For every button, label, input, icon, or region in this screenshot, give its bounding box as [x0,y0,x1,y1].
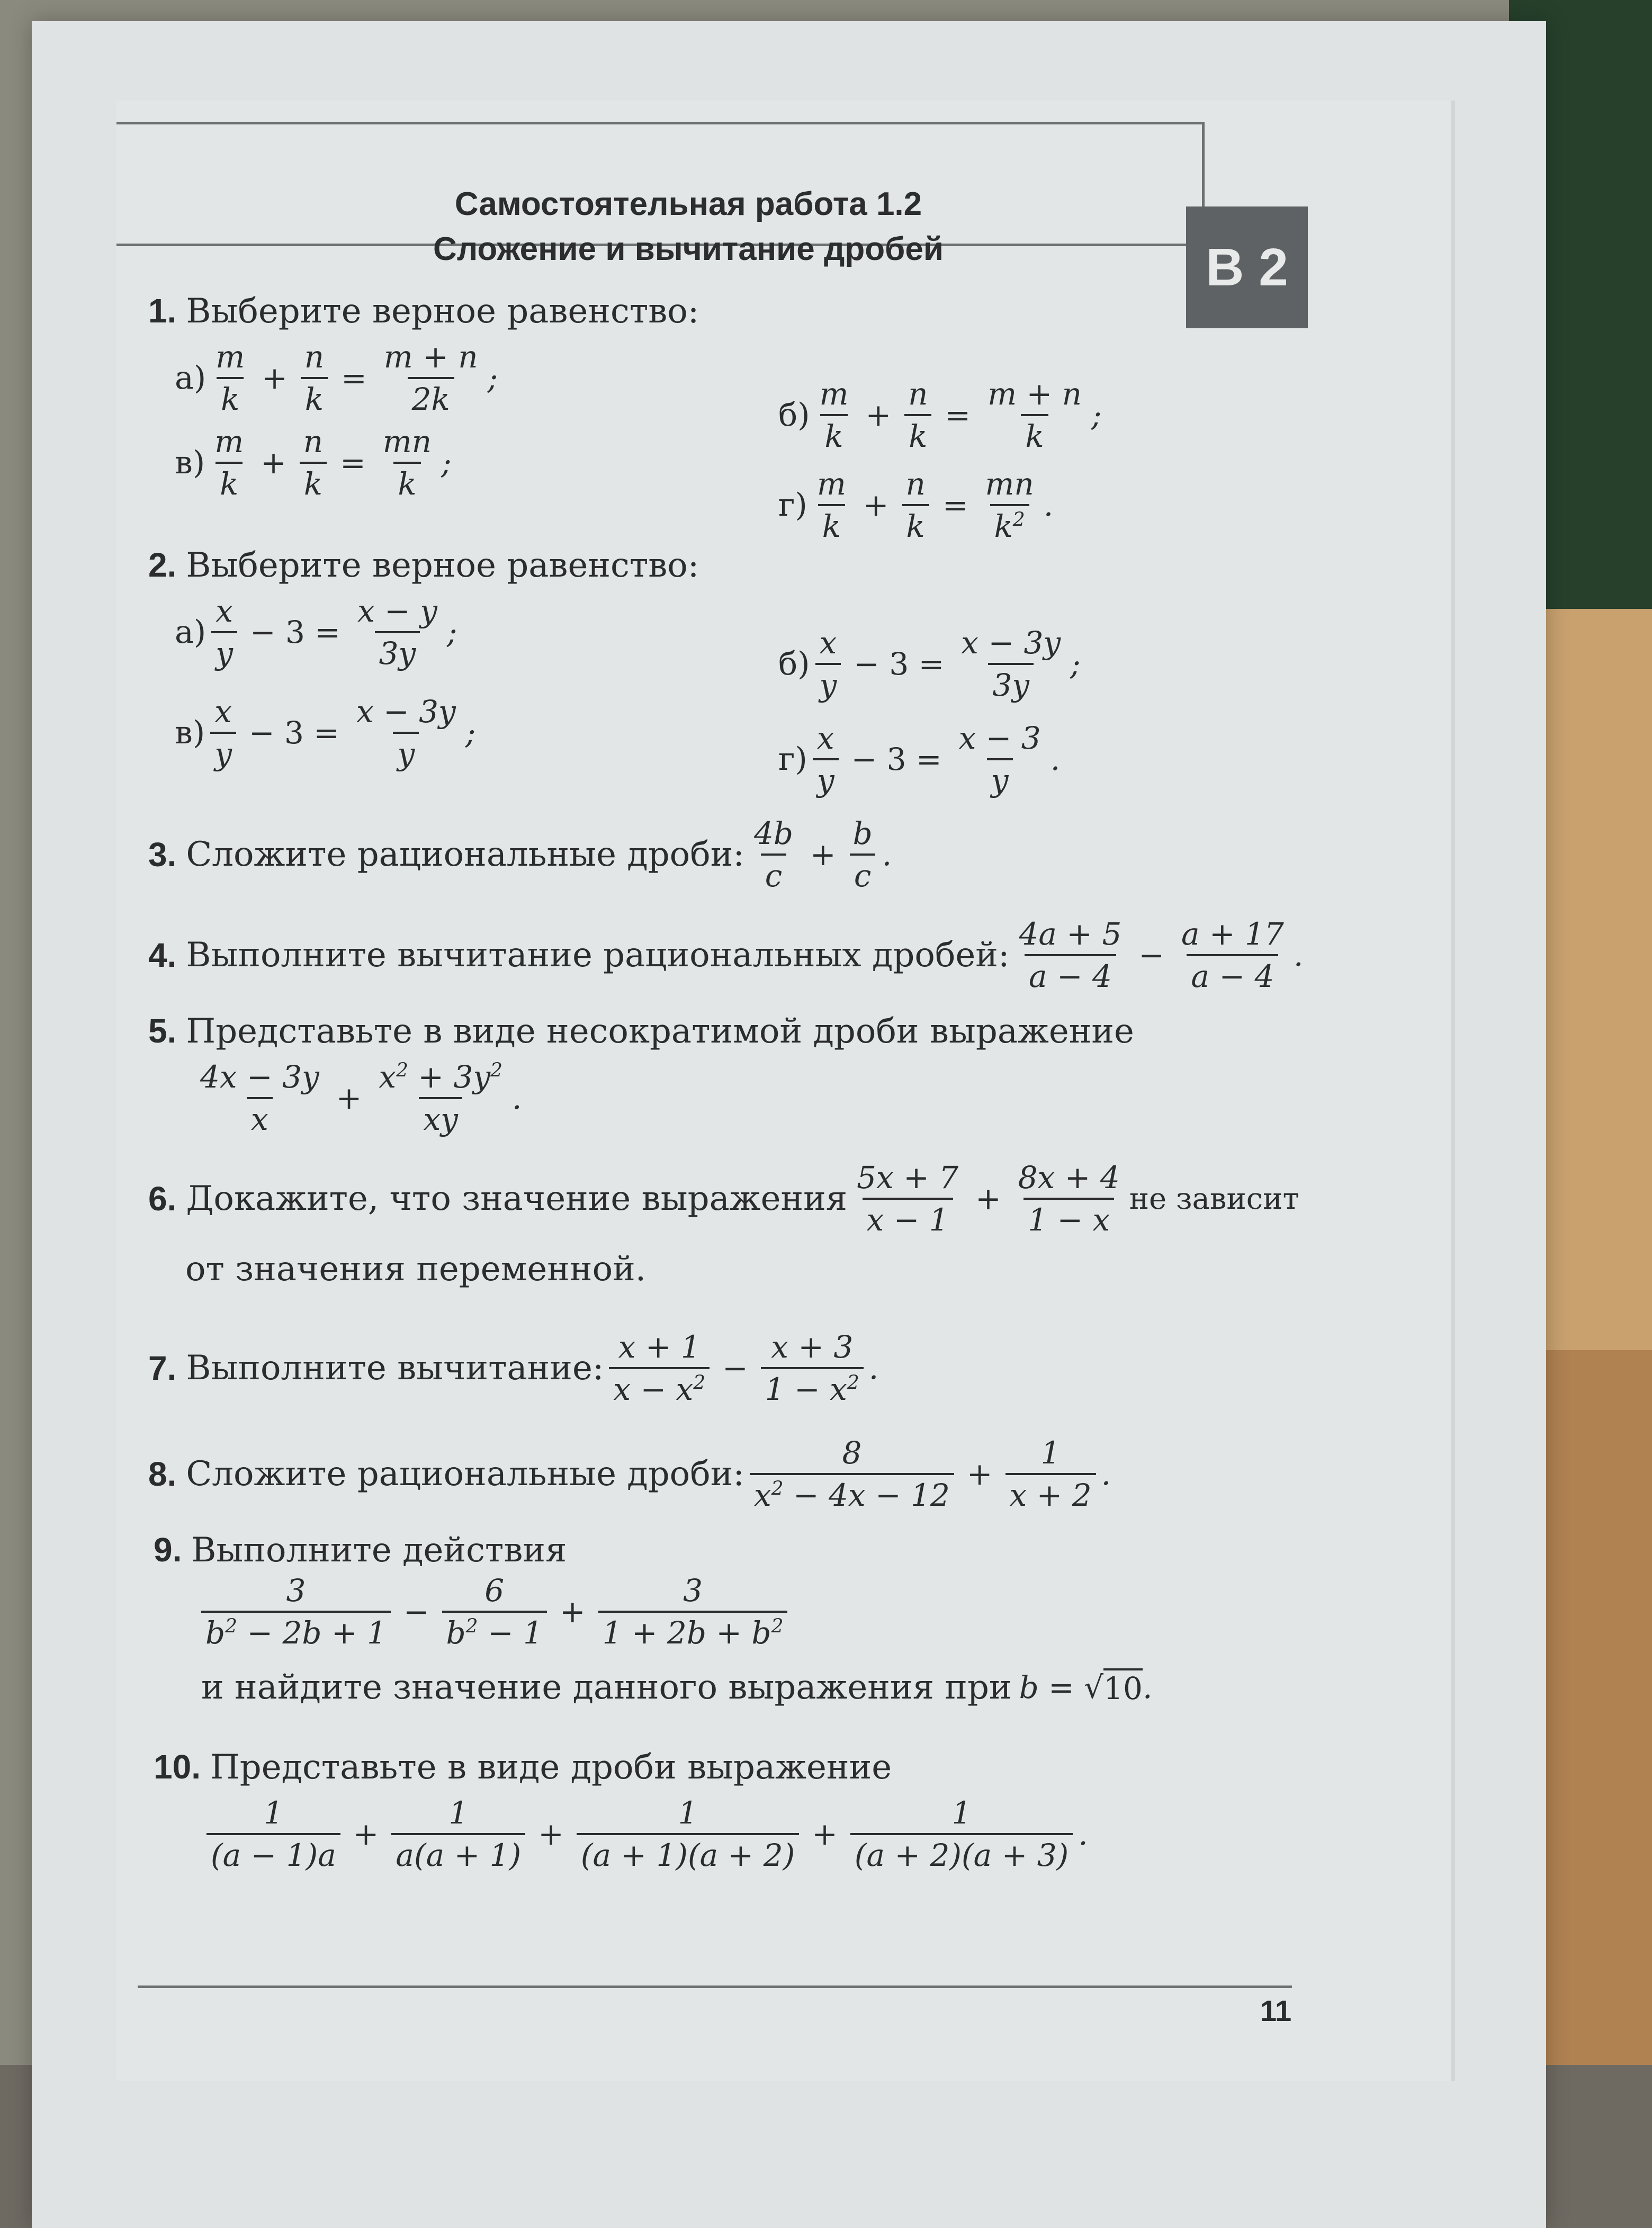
task-2-option-b: б) $\frac{x}{y}$ − 3 = $\frac{x - 3y}{3y}$ ; [778,625,1081,703]
task-text: Сложите рациональные дроби: [186,1454,744,1494]
task-7: 7. Выполните вычитание: $\frac{x + 1}{x - x^2}$ − $\frac{x + 3}{1 - x^2}$ . [148,1329,879,1407]
task-number: 2. [148,546,177,584]
task-8: 8. Сложите рациональные дроби: $\frac{8}{x^2 - 4x - 12}$ + $\frac{1}{x + 2}$ . [148,1435,1111,1513]
task-number: 4. [148,936,177,974]
task-text-tail: не зависит [1129,1181,1299,1216]
option-label: б) [778,645,810,682]
option-label: а) [175,360,206,397]
option-label: г) [778,487,807,524]
task-number: 1. [148,292,177,330]
task-text: Выполните вычитание: [186,1349,604,1388]
task-text: и найдите значение данного выражения при [201,1668,1012,1707]
variant-badge: В 2 [1186,206,1308,328]
work-title: Самостоятельная работа 1.2 [454,186,922,222]
task-text: Выполните вычитание рациональных дробей: [186,936,1010,975]
page-number: 11 [1260,1994,1292,2027]
task-number: 10. [154,1748,201,1786]
task-text: Выберите верное равенство: [186,546,699,585]
worksheet-page [32,21,1546,2228]
option-label: г) [778,741,807,778]
task-4: 4. Выполните вычитание рациональных дробей: $\frac{4a + 5}{a - 4}$ − $\frac{a + 17}{a - 4}$ . [148,916,1304,994]
option-label: в) [175,444,205,481]
option-label: б) [778,397,810,434]
topic-title: Сложение и вычитание дробей [433,231,944,267]
task-number: 3. [148,836,177,874]
task-2-option-a: а) $\frac{x}{y}$ − 3 = $\frac{x - y}{3y}$ ; [175,593,457,671]
task-text: Представьте в виде дроби выражение [210,1748,892,1787]
task-1-option-a: а) $\frac{m}{k}$ + $\frac{n}{k}$ = $\frac{m + n}{2k}$ ; [175,339,498,417]
option-label: в) [175,714,205,751]
task-text: Сложите рациональные дроби: [186,835,744,874]
task-text: Выполните действия [191,1531,567,1570]
task-text: Выберите верное равенство: [186,292,699,331]
option-label: а) [175,614,206,651]
task-text: Представьте в виде несократимой дроби выражение [186,1012,1134,1051]
task-6: 6. Докажите, что значение выражения $\frac{5x + 7}{x - 1}$ + $\frac{8x + 4}{1 - x}$ не зависит [148,1160,1299,1238]
task-5-expression: $\frac{4x - 3y}{x}$ + $\frac{x^2 + 3y^2}{xy}$ . [200,1059,522,1137]
task-10 [154,1747,892,1787]
task-number: 9. [154,1531,182,1569]
task-3: 3. Сложите рациональные дроби: $\frac{4b}{c}$ + $\frac{b}{c}$ . [148,815,892,894]
task-2-option-g: г) $\frac{x}{y}$ − 3 = $\frac{x - 3}{y}$ . [778,720,1061,798]
task-9-expression: $\frac{3}{b^2 - 2b + 1}$ − $\frac{6}{b^2 - 1}$ + $\frac{3}{1 + 2b + b^2}$ [196,1573,793,1651]
task-text: Докажите, что значение выражения [186,1179,848,1218]
task-number: 8. [148,1455,177,1493]
task-number: 6. [148,1180,177,1218]
task-1-option-v: в) $\frac{m}{k}$ + $\frac{n}{k}$ = $\frac{mn}{k}$ ; [175,424,452,502]
task-2-option-v: в) $\frac{x}{y}$ − 3 = $\frac{x - 3y}{y}$ ; [175,694,476,772]
header [148,116,1228,312]
task-9 [154,1530,567,1570]
task-2 [148,545,699,585]
task-10-expression: $\frac{1}{(a - 1)a}$ + $\frac{1}{a(a + 1)}$ + $\frac{1}{(a + 1)(a + 2)}$ + $\frac{1}{(a + 2)(a + 3)}$ . [201,1795,1088,1873]
page-content [116,101,1455,2081]
task-1-option-b: б) $\frac{m}{k}$ + $\frac{n}{k}$ = $\frac{m + n}{k}$ ; [778,376,1102,454]
task-number: 5. [148,1012,177,1050]
task-1 [148,291,699,331]
task-9-line2: и найдите значение данного выражения при b = √ 10 . [201,1668,1153,1707]
task-number: 7. [148,1349,177,1387]
task-6-line2: от значения переменной. [185,1250,647,1289]
task-5 [148,1011,1134,1051]
task-1-option-g: г) $\frac{m}{k}$ + $\frac{n}{k}$ = $\frac{mn}{k^2}$ . [778,466,1054,544]
bottom-rule [138,1986,1292,1988]
